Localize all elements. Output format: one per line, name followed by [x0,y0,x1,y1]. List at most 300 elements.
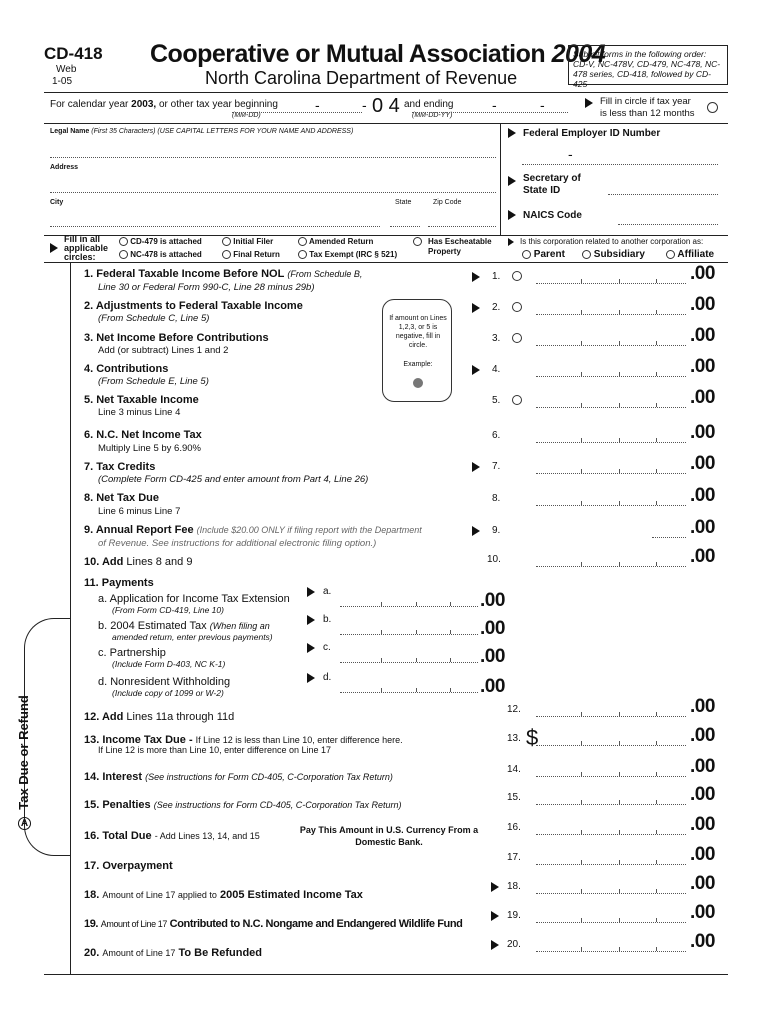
related-affiliate-circle[interactable] [666,250,675,259]
line-10-tick [656,562,657,566]
address-label: Address [50,164,79,171]
line-1 [84,268,362,280]
line-19-num: 19. [84,918,99,930]
line-8-number: 8. [492,493,501,504]
line-8-tick [581,501,582,505]
line-8-tick [619,501,620,505]
related-parent-circle[interactable] [522,250,531,259]
period-suffix: or other tax year beginning [158,99,278,110]
sos-arrow [508,176,516,187]
line-5-tick [656,403,657,407]
line-7-title: 7. Tax Credits [84,461,156,473]
naics-arrow [508,210,516,221]
line-13-sub2: If Line 12 is more than Line 10, enter difference on Line 17 [98,745,331,755]
date-dash: - [540,97,545,113]
line-12-number: 12. [507,704,521,715]
line-13-dollar-sign: $ [526,725,539,750]
period-prefix: For calendar year [50,99,129,110]
line-9-number: 9. [492,525,501,536]
form-revision-date: 1-05 [52,76,73,87]
line-11c-tick [450,658,451,662]
line-10-sub: Lines 8 and 9 [126,556,193,568]
end-label: and ending [404,99,454,110]
line-6 [84,429,202,441]
line-12-cents: .00 [690,696,715,717]
line-4-sub: (From Schedule E, Line 5) [98,376,209,387]
opt-initial-filer[interactable] [222,237,273,246]
sos-label-1: Secretary of [523,173,581,184]
line-18-tick [619,889,620,893]
line-6-tick [619,438,620,442]
fill-label-2: applicable [64,243,109,253]
line-1-tick [619,279,620,283]
opt-tax-exempt-label: Tax Exempt (IRC § 521) [309,250,398,259]
line-20-tick [656,947,657,951]
form-title-text: Cooperative or Mutual Association [150,40,546,68]
line-6-title: 6. N.C. Net Income Tax [84,429,202,441]
line-1-cents: .00 [690,263,715,284]
line-11a-amount-input[interactable] [340,606,478,607]
date-dash: - [315,97,320,113]
line-14-sub: (See instructions for Form CD-405, C-Corporation Tax Return) [145,772,393,782]
line-2-arrow [472,303,480,314]
city-input[interactable] [50,226,380,227]
line-1-amount-input[interactable] [536,283,686,284]
line-3 [84,332,269,344]
line-1-arrow [472,272,480,283]
line-20-tick [619,947,620,951]
line-18-tick [656,889,657,893]
line-11: 11. Payments [84,577,154,589]
short-year-circle[interactable] [707,102,718,113]
line-17-tick [619,860,620,864]
line-13-title: 13. Income Tax Due - [84,734,193,746]
line-14-tick [656,772,657,776]
line-5-tick [581,403,582,407]
period-year: 2003, [131,99,157,110]
line-7-tick [581,469,582,473]
line-11d-amount-input[interactable] [340,692,478,693]
line-1-tick [656,279,657,283]
line-11c: c. Partnership [98,647,166,659]
opt-escheatable-label: Has Escheatable Property [428,237,492,256]
related-subsidiary-label: Subsidiary [593,249,645,260]
fein-input[interactable] [522,164,718,165]
line-5-tick [619,403,620,407]
short-year-arrow [585,98,593,109]
line-19 [84,918,463,930]
line-11b-tick [450,630,451,634]
line-1-negative-circle[interactable] [512,271,522,282]
line-15-title: 15. Penalties [84,799,151,811]
city-label: City [50,199,64,206]
naics-label: NAICS Code [523,210,582,221]
related-parent[interactable] [522,249,565,260]
filled-circle-example [413,378,423,388]
line-20-sub: Amount of Line 17 [102,948,176,958]
line-7-sub: (Complete Form CD-425 and enter amount from Part 4, Line 26) [98,474,369,485]
line-11b-tick [416,630,417,634]
line-20-tick [581,947,582,951]
line-18-bold: 2005 Estimated Income Tax [220,889,363,901]
line-11d: d. Nonresident Withholding [98,676,231,688]
line-11b-title: b. 2004 Estimated Tax [98,620,207,632]
line-5-number: 5. [492,395,501,406]
side-label-text: Tax Due or Refund [16,695,31,810]
line-15-number: 15. [507,792,521,803]
line-18-sub: Amount of Line 17 applied to [102,890,217,900]
divider [44,974,728,975]
line-2-title: 2. Adjustments to Federal Taxable Income [84,300,303,312]
opt-tax-exempt-circle[interactable] [298,250,307,259]
opt-amended[interactable] [298,237,373,246]
line-17-tick [581,860,582,864]
line-17-number: 17. [507,852,521,863]
line-19-arrow [491,911,499,922]
period-end-input[interactable] [462,99,572,113]
opt-nc478[interactable] [119,250,202,259]
divider [44,92,728,93]
line-12-tick [581,712,582,716]
line-13-number: 13. [507,733,521,744]
divider [44,123,728,124]
divider [500,123,501,235]
form-year: 2004 [551,40,606,68]
opt-final-return-circle[interactable] [222,250,231,259]
line-3-amount-input[interactable] [536,345,686,346]
line-5-title: 5. Net Taxable Income [84,394,199,406]
line-12-amount-input[interactable] [536,716,686,717]
line-7-tick [619,469,620,473]
line-11d-arrow [307,673,315,684]
tax-period-text [50,99,278,110]
line-12 [84,711,234,723]
line-4-tick [656,372,657,376]
opt-final-return-label: Final Return [233,250,280,259]
line-17-cents: .00 [690,844,715,865]
divider [44,262,728,263]
line-13-tick [581,741,582,745]
line-11a: a. Application for Income Tax Extension [98,593,290,605]
line-14-amount-input[interactable] [536,776,686,777]
date-dash: - [362,97,367,113]
line-18-cents: .00 [690,873,715,894]
line-16 [84,830,260,842]
line-11c-arrow [307,643,315,654]
line-16-title: 16. Total Due [84,830,152,842]
line-6-tick [656,438,657,442]
date-underline [412,112,568,113]
legal-name-title: Legal Name [50,128,90,135]
line-5 [84,394,199,406]
line-13-cents: .00 [690,725,715,746]
opt-initial-filer-circle[interactable] [222,237,231,246]
divider [44,235,728,236]
line-10-amount-input[interactable] [536,566,686,567]
line-3-tick [656,341,657,345]
line-11d-number: d. [323,672,332,683]
line-8-sub: Line 6 minus Line 7 [98,506,181,517]
line-20-number: 20. [507,939,521,950]
sos-label [523,173,581,197]
line-11a-tick [450,602,451,606]
line-17: 17. Overpayment [84,860,173,872]
state-input[interactable] [390,226,420,227]
line-15-cents: .00 [690,784,715,805]
line-3-sub: Add (or subtract) Lines 1 and 2 [98,345,229,356]
related-subsidiary[interactable] [582,249,645,260]
line-15-sub: (See instructions for Form CD-405, C-Corporation Tax Return) [153,800,402,810]
zip-label: Zip Code [433,199,462,206]
zip-input[interactable] [428,226,496,227]
line-11c-tick [416,658,417,662]
related-parent-label: Parent [533,249,565,260]
line-11a-sub: (From Form CD-419, Line 10) [112,605,224,615]
fein-dash: - [568,146,573,162]
line-18-tick [581,889,582,893]
line-19-cents: .00 [690,902,715,923]
opt-initial-filer-label: Initial Filer [233,237,274,246]
line-1-number: 1. [492,271,501,282]
opt-final-return[interactable] [222,250,280,259]
line-16-tick [656,830,657,834]
line-15-amount-input[interactable] [536,804,686,805]
fein-arrow [508,128,516,139]
line-11b-arrow [307,615,315,626]
line-10-tick [581,562,582,566]
line-11b-sub: amended return, enter previous payments) [112,632,273,642]
line-12-tick [656,712,657,716]
date-dash: - [492,97,497,113]
line-16-tick [619,830,620,834]
line-10-number: 10. [487,554,501,565]
line-6-cents: .00 [690,422,715,443]
line-16-sub: - Add Lines 13, 14, and 15 [154,831,260,841]
line-18-number: 18. [507,881,521,892]
related-affiliate[interactable] [666,249,714,260]
opt-amended-circle[interactable] [298,237,307,246]
opt-nc478-circle[interactable] [119,250,128,259]
line-4-tick [619,372,620,376]
line-8-title: 8. Net Tax Due [84,492,159,504]
line-18-amount-input[interactable] [536,893,686,894]
line-3-cents: .00 [690,325,715,346]
line-3-number: 3. [492,333,501,344]
line-4-title: 4. Contributions [84,363,169,375]
form-title [150,40,605,69]
line-11d-sub: (Include copy of 1099 or W-2) [112,688,224,698]
line-9-title: 9. Annual Report Fee [84,524,194,536]
legal-name-input[interactable] [50,157,496,158]
line-11c-amount-input[interactable] [340,662,478,663]
line-20-bold: To Be Refunded [178,947,262,959]
legal-name-label [50,128,353,135]
opt-amended-label: Amended Return [308,237,374,246]
line-12-tick [619,712,620,716]
line-16-number: 16. [507,822,521,833]
state-label: State [395,199,412,206]
line-5-negative-circle[interactable] [512,395,522,406]
legal-name-hint: (First 35 Characters) (USE CAPITAL LETTERS FOR YOUR NAME AND ADDRESS) [91,128,354,135]
line-10-tick [619,562,620,566]
line-14-tick [619,772,620,776]
line-9-arrow [472,526,480,537]
line-2-cents: .00 [690,294,715,315]
line-18-num: 18. [84,889,100,901]
line-3-tick [619,341,620,345]
line-4-tick [581,372,582,376]
line-11b-sub0: (When filing an [209,621,270,631]
form-code: CD-418 [44,44,103,63]
line-19-tick [619,918,620,922]
line-18 [84,889,363,901]
line-12-title: 12. Add [84,711,124,723]
related-arrow [508,237,514,248]
line-14-cents: .00 [690,756,715,777]
line-15-tick [656,800,657,804]
line-2 [84,300,303,312]
line-10-title: 10. Add [84,556,124,568]
line-17-amount-input[interactable] [536,864,686,865]
sos-input[interactable] [608,194,718,195]
line-13-sub: If Line 12 is less than Line 10, enter difference here. [195,735,403,745]
line-8-amount-input[interactable] [536,505,686,506]
line-11a-cents: .00 [480,590,505,611]
line-11a-number: a. [323,586,332,597]
line-11a-arrow [307,587,315,598]
line-20-arrow [491,940,499,951]
negative-note-box [382,299,452,402]
line-9-sub: (Include $20.00 ONLY if filing report with the Department [196,525,422,535]
sos-label-2: State ID [523,185,561,196]
fill-label-1: Fill in all [64,234,101,244]
line-7-arrow [472,462,480,473]
opt-tax-exempt[interactable] [298,250,397,259]
line-19-number: 19. [507,910,521,921]
line-20 [84,947,262,959]
line-11d-tick [381,688,382,692]
line-8 [84,492,159,504]
line-6-amount-input[interactable] [536,442,686,443]
line-11a-tick [416,602,417,606]
line-7-cents: .00 [690,453,715,474]
line-17-tick [656,860,657,864]
line-7-amount-input[interactable] [536,473,686,474]
line-11b-number: b. [323,614,332,625]
line-5-cents: .00 [690,387,715,408]
line-14 [84,771,393,783]
begin-format-hint: (MM-DD) [232,112,261,119]
line-4-amount-input[interactable] [536,376,686,377]
line-13-amount-input[interactable] [536,745,686,746]
line-3-tick [581,341,582,345]
line-1-title: 1. Federal Taxable Income Before NOL [84,268,285,280]
line-11a-tick [381,602,382,606]
line-20-cents: .00 [690,931,715,952]
line-4 [84,363,168,375]
line-9-sub2: of Revenue. See instructions for additional electronic filing option.) [98,538,377,549]
address-input[interactable] [50,192,496,193]
date-underline [232,112,362,113]
opt-cd479-circle[interactable] [119,237,128,246]
side-tab-label [16,695,31,830]
line-14-number: 14. [507,764,521,775]
line-20-num: 20. [84,947,100,959]
negative-note-example: Example: [403,361,433,368]
line-11b-tick [381,630,382,634]
line-11b [98,620,270,632]
line-13-tick [619,741,620,745]
fill-in-label [64,235,108,262]
line-16-amount-input[interactable] [536,834,686,835]
line-15-tick [581,800,582,804]
line-9 [84,524,422,536]
line-11d-tick [450,688,451,692]
line-13-tick [656,741,657,745]
line-9-amount-input[interactable] [652,537,686,538]
submit-order-note: Submit forms in the following order: CD-V, NC-478V, CD-479, NC-478, NC-478 series, CD-418, followed by CD-425 [568,45,728,85]
line-12-sub: Lines 11a through 11d [126,711,235,723]
line-16-tick [581,830,582,834]
line-11c-number: c. [323,642,331,653]
line-7-number: 7. [492,461,501,472]
line-11b-cents: .00 [480,618,505,639]
line-18-arrow [491,882,499,893]
fill-label-3: circles: [64,252,96,262]
related-affiliate-label: Affiliate [677,249,715,260]
opt-cd479[interactable] [119,237,202,246]
line-11d-tick [416,688,417,692]
opt-cd479-label: CD-479 is attached [130,237,202,246]
line-2-tick [656,310,657,314]
end-format-hint: (MM-DD-YY) [412,112,453,119]
line-2-amount-input[interactable] [536,314,686,315]
line-3-negative-circle[interactable] [512,333,522,344]
line-16-cents: .00 [690,814,715,835]
line-10-cents: .00 [690,546,715,567]
line-1-sub: (From Schedule B, [287,269,363,279]
line-11b-amount-input[interactable] [340,634,478,635]
line-1-sub2: Line 30 or Federal Form 990-C, Line 28 minus 29b) [98,282,315,293]
related-question: Is this corporation related to another corporation as: [520,237,704,246]
opt-escheatable-circle[interactable] [413,237,422,246]
negative-note-text: If amount on Lines 1,2,3, or 5 is negative, fill in circle. [389,315,447,349]
line-14-title: 14. Interest [84,771,143,783]
line-11c-sub: (Include Form D-403, NC K-1) [112,659,226,669]
fein-label: Federal Employer ID Number [523,128,661,139]
short-year-label: Fill in circle if tax year is less than 12 months [600,96,695,119]
related-subsidiary-circle[interactable] [582,250,591,259]
line-10 [84,556,192,568]
side-letter: A [18,817,31,830]
opt-escheatable[interactable] [413,237,422,246]
line-20-amount-input[interactable] [536,951,686,952]
line-11d-cents: .00 [480,676,505,697]
line-2-tick [581,310,582,314]
line-2-negative-circle[interactable] [512,302,522,313]
line-3-title: 3. Net Income Before Contributions [84,332,269,344]
line-2-number: 2. [492,302,501,313]
line-19-amount-input[interactable] [536,922,686,923]
line-9-cents: .00 [690,517,715,538]
line-4-cents: .00 [690,356,715,377]
line-4-arrow [472,365,480,376]
line-5-amount-input[interactable] [536,407,686,408]
line-1-tick [581,279,582,283]
line-19-tick [656,918,657,922]
naics-input[interactable] [618,224,718,225]
line-2-tick [619,310,620,314]
